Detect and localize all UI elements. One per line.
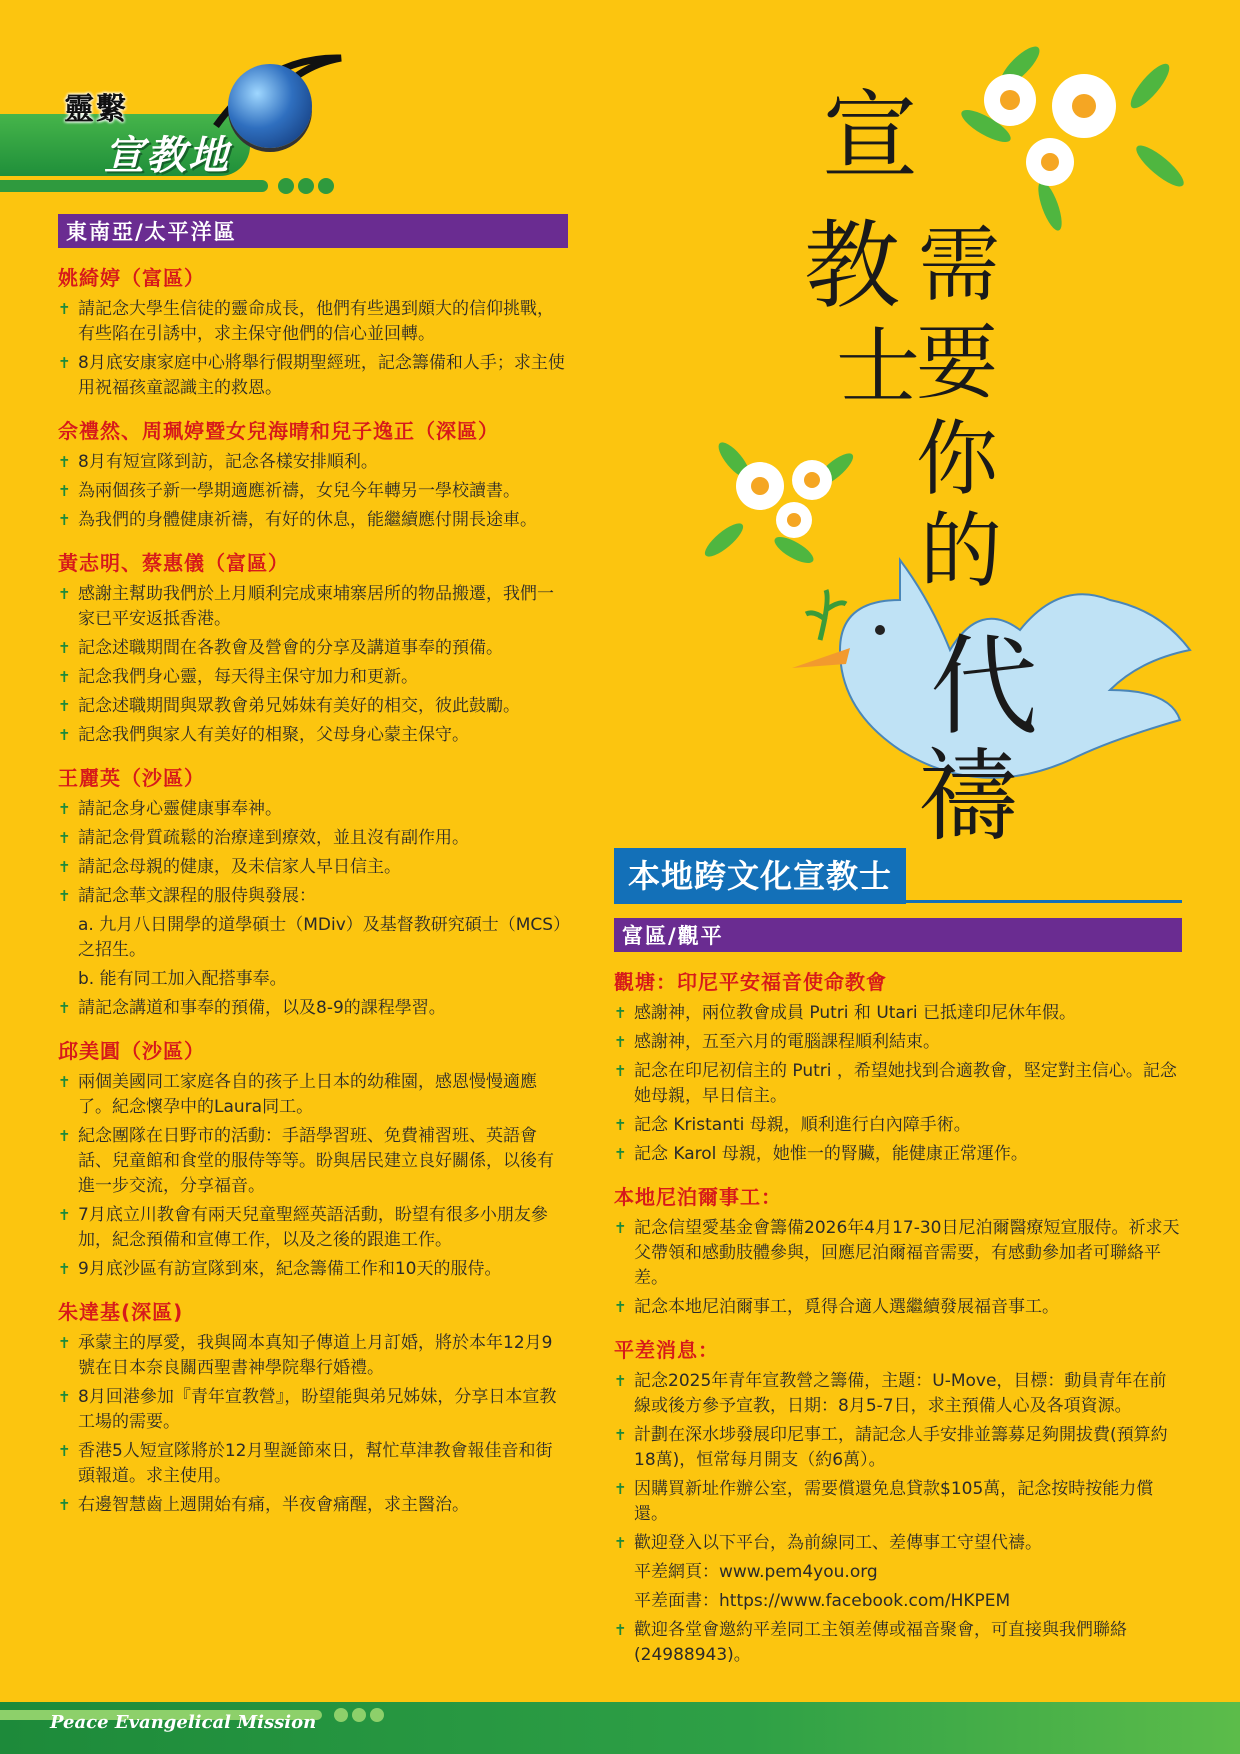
list-item: ✝ 記念我們身心靈，每天得主保守加力和更新。 (58, 665, 568, 690)
list-item: ✝ 8月底安康家庭中心將舉行假期聖經班，記念籌備和人手；求主使用祝福孩童認識主的救恩。 (58, 351, 568, 401)
list-item: ✝ 歡迎各堂會邀約平差同工主領差傳或福音聚會，可直接與我們聯絡(24988943)。 (614, 1618, 1182, 1668)
list-item: ✝ 歡迎登入以下平台，為前線同工、差傳事工守望代禱。 (614, 1531, 1182, 1556)
footer-logo-text: Peace Evangelical Mission (50, 1712, 317, 1733)
list-item: ✝ 請記念身心靈健康事奉神。 (58, 797, 568, 822)
list-item: ✝ 記念我們與家人有美好的相聚，父母身心蒙主保守。 (58, 723, 568, 748)
section-heading: 佘禮然、周珮婷暨女兒海晴和兒子逸正（深區） (58, 419, 499, 443)
list-subitem: a. 九月八日開學的道學碩士（MDiv）及基督教研究碩士（MCS）之招生。 (78, 915, 562, 960)
list-item: ✝ 記念 Kristanti 母親，順利進行白內障手術。 (614, 1113, 1182, 1138)
footer-dots (334, 1708, 384, 1722)
list-item: ✝ 感謝神，兩位教會成員 Putri 和 Utari 已抵達印尼休年假。 (614, 1001, 1182, 1026)
section-heading: 平差消息： (614, 1338, 719, 1362)
title-char: 的 (920, 504, 1003, 599)
header-small-title: 靈繫 (64, 92, 128, 127)
title-char: 代 (930, 625, 1039, 750)
local-title: 本地跨文化宣教士 (614, 848, 906, 904)
prayer-list (614, 1216, 1182, 1320)
list-item: ✝ 記念述職期間在各教會及營會的分享及講道事奉的預備。 (58, 636, 568, 661)
header-big-title: 宣教地 (104, 133, 230, 179)
list-item: ✝ 因購買新址作辦公室，需要償還免息貸款$105萬，記念按時按能力償還。 (614, 1477, 1182, 1527)
region-bar: 東南亞/太平洋區 (58, 214, 568, 248)
prayer-list (58, 450, 568, 533)
prayer-list (58, 797, 568, 1021)
title-char: 要 (916, 316, 999, 411)
prayer-list (614, 1618, 1182, 1668)
website-link[interactable]: 平差網頁：www.pem4you.org (634, 1562, 878, 1582)
section-heading: 觀塘：印尼平安福音使命教會 (614, 970, 887, 994)
flower-cluster-icon (950, 36, 1190, 236)
list-item: ✝ 記念信望愛基金會籌備2026年4月17-30日尼泊爾醫療短宣服侍。祈求天父帶領和感動肢體參與，回應尼泊爾福音需要，有感動參加者可聯絡平差。 (614, 1216, 1182, 1291)
list-item: ✝ 8月有短宣隊到訪，記念各樣安排順利。 (58, 450, 568, 475)
list-item: ✝ 感謝主幫助我們於上月順利完成柬埔寨居所的物品搬遷，我們一家已平安返抵香港。 (58, 582, 568, 632)
list-item: ✝ 請記念母親的健康，及未信家人早日信主。 (58, 855, 568, 880)
title-char: 宣 (822, 80, 918, 192)
local-missionaries-header (614, 848, 1182, 904)
list-item: ✝ 承蒙主的厚愛，我與岡本真知子傳道上月訂婚，將於本年12月9號在日本奈良關西聖書神學院舉行婚禮。 (58, 1331, 568, 1381)
list-item: ✝ 記念本地尼泊爾事工，覓得合適人選繼續發展福音事工。 (614, 1295, 1182, 1320)
prayer-list (614, 1369, 1182, 1556)
list-item: ✝ 請記念華文課程的服侍與發展： (58, 884, 568, 909)
list-item: ✝ 為兩個孩子新一學期適應祈禱，女兒今年轉另一學校讀書。 (58, 479, 568, 504)
left-column (58, 214, 568, 1522)
list-item: ✝ 計劃在深水埗發展印尼事工，請記念人手安排並籌募足夠開拔費(預算約18萬)，恒常每月開支（約6萬）。 (614, 1423, 1182, 1473)
list-item: ✝ 兩個美國同工家庭各自的孩子上日本的幼稚園，感恩慢慢適應了。紀念懷孕中的Laura同工。 (58, 1070, 568, 1120)
list-item: ✝ 右邊智慧齒上週開始有痛，半夜會痛醒，求主醫治。 (58, 1493, 568, 1518)
list-item: ✝ 記念 Karol 母親，她惟一的腎臟，能健康正常運作。 (614, 1142, 1182, 1167)
title-char: 士 (836, 318, 921, 416)
facebook-link[interactable]: 平差面書：https://www.facebook.com/HKPEM (634, 1591, 1011, 1611)
list-item: ✝ 香港5人短宣隊將於12月聖誕節來日，幫忙草津教會報佳音和街頭報道。求主使用。 (58, 1439, 568, 1489)
list-item: ✝ 感謝神，五至六月的電腦課程順利結束。 (614, 1030, 1182, 1055)
list-item: ✝ 為我們的身體健康祈禱，有好的休息，能繼續應付開長途車。 (58, 508, 568, 533)
prayer-list (58, 297, 568, 401)
list-item: ✝ 請記念講道和事奉的預備，以及8-9的課程學習。 (58, 996, 568, 1021)
right-column (614, 848, 1182, 1672)
section-heading: 朱達基(深區) (58, 1300, 184, 1324)
region-bar: 富區/觀平 (614, 918, 1182, 952)
title-char: 需 (918, 218, 1001, 313)
prayer-list (614, 1001, 1182, 1167)
list-item: ✝ 請記念骨質疏鬆的治療達到療效，並且沒有副作用。 (58, 826, 568, 851)
local-title-rule (614, 900, 1182, 903)
list-item: ✝ 記念述職期間與眾教會弟兄姊妹有美好的相交，彼此鼓勵。 (58, 694, 568, 719)
list-item: ✝ 8月回港參加『青年宣教營』，盼望能與弟兄姊妹，分享日本宣教工場的需要。 (58, 1385, 568, 1435)
globe-icon (228, 64, 312, 148)
header-divider (0, 180, 268, 192)
prayer-list (58, 582, 568, 748)
section-heading: 邱美圓（沙區） (58, 1039, 205, 1063)
list-item: ✝ 7月底立川教會有兩天兒童聖經英語活動，盼望有很多小朋友參加，紀念預備和宣傳工作，以及之後的跟進工作。 (58, 1203, 568, 1253)
prayer-list (58, 1070, 568, 1282)
section-heading: 姚綺婷（富區） (58, 266, 205, 290)
list-item: ✝ 請記念大學生信徒的靈命成長，他們有些遇到頗大的信仰挑戰，有些陷在引誘中，求主保守他們的信心並回轉。 (58, 297, 568, 347)
list-item: ✝ 9月底沙區有訪宣隊到來，紀念籌備工作和10天的服侍。 (58, 1257, 568, 1282)
title-char: 教 (804, 210, 900, 322)
list-subitem: b. 能有同工加入配搭事奉。 (78, 969, 287, 989)
list-item: ✝ 記念2025年青年宣教營之籌備，主題：U-Move，目標：動員青年在前線或後方參予宣教，日期：8月5-7日，求主預備人心及各項資源。 (614, 1369, 1182, 1419)
list-item: ✝ 記念在印尼初信主的 Putri ，希望她找到合適教會，堅定對主信心。記念她母親，早日信主。 (614, 1059, 1182, 1109)
title-char: 你 (916, 412, 999, 507)
section-heading: 黃志明、蔡惠儀（富區） (58, 551, 289, 575)
prayer-list (58, 1331, 568, 1518)
header-dots (278, 178, 334, 194)
section-heading: 王麗英（沙區） (58, 766, 205, 790)
section-heading: 本地尼泊爾事工： (614, 1185, 782, 1209)
title-char: 禱 (918, 738, 1018, 855)
list-item: ✝ 紀念團隊在日野市的活動：手語學習班、免費補習班、英語會話、兒童館和食堂的服侍等等。盼與居民建立良好關係，以後有進一步交流，分享福音。 (58, 1124, 568, 1199)
